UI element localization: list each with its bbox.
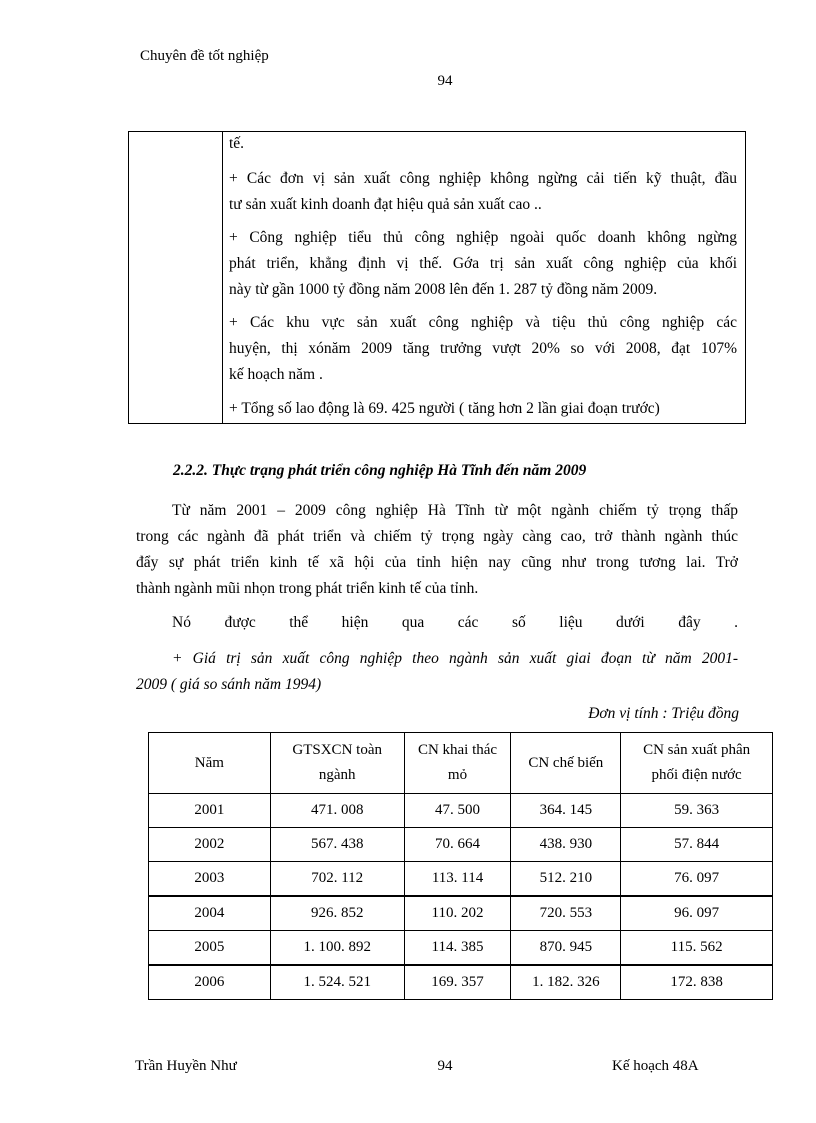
box-line: tế. <box>229 135 245 152</box>
box-paragraph <box>229 396 737 422</box>
table-cell: 172. 838 <box>621 965 773 1000</box>
paragraph-line: Từ năm 2001 – 2009 công nghiệp Hà Tĩnh từ một ngành chiếm tỷ trọng thấp <box>172 502 738 519</box>
footer-author: Trần Huyền Như <box>135 1058 237 1074</box>
column-header: CN khai thác mỏ <box>404 733 511 794</box>
table-row <box>149 862 773 897</box>
table-cell: 114. 385 <box>404 931 511 966</box>
table-row <box>149 828 773 862</box>
table-cell: 471. 008 <box>270 794 404 828</box>
table-cell: 47. 500 <box>404 794 511 828</box>
table-cell: 1. 100. 892 <box>270 931 404 966</box>
table-cell: 169. 357 <box>404 965 511 1000</box>
box-paragraph <box>229 166 737 218</box>
box-line: phát triển, khẳng định vị thế. Gớa trị sản xuất công nghiệp của khối <box>229 255 737 272</box>
table-cell: 115. 562 <box>621 931 773 966</box>
table-cell: 2002 <box>149 828 271 862</box>
box-paragraph <box>229 225 737 303</box>
header-page-number: 94 <box>437 73 453 89</box>
table-cell: 1. 524. 521 <box>270 965 404 1000</box>
body-paragraph <box>172 610 738 636</box>
paragraph-line: Nó được thể hiện qua các số liệu dưới đây . <box>172 614 738 631</box>
paragraph-line: 2009 ( giá so sánh năm 1994) <box>136 676 322 693</box>
table-row <box>149 965 773 1000</box>
table-cell: 870. 945 <box>511 931 621 966</box>
section-heading: 2.2.2. Thực trạng phát triển công nghiệp Hà Tĩnh đến năm 2009 <box>173 462 587 479</box>
footer-page-number: 94 <box>437 1058 453 1074</box>
paragraph-line: thành ngành mũi nhọn trong phát triển kinh tế của tỉnh. <box>136 580 479 597</box>
table-unit-note: Đơn vị tính : Triệu đồng <box>588 705 739 722</box>
table-cell: 113. 114 <box>404 862 511 897</box>
table-row <box>149 794 773 828</box>
box-paragraph <box>229 131 737 157</box>
box-line: tư sản xuất kinh doanh đạt hiệu quả sản xuất cao .. <box>229 196 542 213</box>
body-paragraph <box>136 646 738 698</box>
box-line: này từ gần 1000 tỷ đồng năm 2008 lên đến 1. 287 tỷ đồng năm 2009. <box>229 281 658 298</box>
table-cell: 76. 097 <box>621 862 773 897</box>
paragraph-line: + Giá trị sản xuất công nghiệp theo ngành sản xuất giai đoạn từ năm 2001- <box>172 650 738 667</box>
footer-class: Kế hoạch 48A <box>612 1058 699 1074</box>
box-line: huyện, thị xónăm 2009 tăng trưởng vượt 20% so với 2008, đạt 107% <box>229 340 737 357</box>
box-line: + Công nghiệp tiểu thủ công nghiệp ngoài quốc doanh không ngừng <box>229 229 737 246</box>
summary-box-divider <box>222 131 223 424</box>
table-cell: 926. 852 <box>270 896 404 931</box>
table-cell: 1. 182. 326 <box>511 965 621 1000</box>
table-cell: 512. 210 <box>511 862 621 897</box>
table-header-row <box>149 733 773 794</box>
box-line: + Các khu vực sản xuất công nghiệp và tiệu thủ công nghiệp các <box>229 314 737 331</box>
table-cell: 2004 <box>149 896 271 931</box>
table-cell: 57. 844 <box>621 828 773 862</box>
column-header: CN chế biến <box>511 733 621 794</box>
box-line: kế hoạch năm . <box>229 366 323 383</box>
column-header: CN sản xuất phân phối điện nước <box>621 733 773 794</box>
table-cell: 364. 145 <box>511 794 621 828</box>
table-cell: 2005 <box>149 931 271 966</box>
table-cell: 70. 664 <box>404 828 511 862</box>
table-cell: 438. 930 <box>511 828 621 862</box>
table-cell: 110. 202 <box>404 896 511 931</box>
paragraph-line: đẩy sự phát triển kinh tế xã hội của tỉnh hiện nay cũng như trong tương lai. Trở <box>136 554 738 571</box>
table-cell: 567. 438 <box>270 828 404 862</box>
header-title: Chuyên đề tốt nghiệp <box>140 48 269 64</box>
column-header: Năm <box>149 733 271 794</box>
box-line: + Các đơn vị sản xuất công nghiệp không ngừng cải tiến kỹ thuật, đầu <box>229 170 737 187</box>
body-paragraph <box>136 498 738 602</box>
table-row <box>149 931 773 966</box>
table-cell: 2006 <box>149 965 271 1000</box>
box-paragraph <box>229 310 737 388</box>
table-cell: 2003 <box>149 862 271 897</box>
box-line: + Tổng số lao động là 69. 425 người ( tăng hơn 2 lần giai đoạn trước) <box>229 400 660 417</box>
table-cell: 96. 097 <box>621 896 773 931</box>
table-cell: 59. 363 <box>621 794 773 828</box>
table-row <box>149 896 773 931</box>
table-cell: 2001 <box>149 794 271 828</box>
paragraph-line: trong các ngành đã phát triển và chiếm tỷ trọng ngày càng cao, trở thành ngành thúc <box>136 528 738 545</box>
table-cell: 702. 112 <box>270 862 404 897</box>
table-cell: 720. 553 <box>511 896 621 931</box>
column-header: GTSXCN toàn ngành <box>270 733 404 794</box>
production-value-table <box>148 732 773 1000</box>
